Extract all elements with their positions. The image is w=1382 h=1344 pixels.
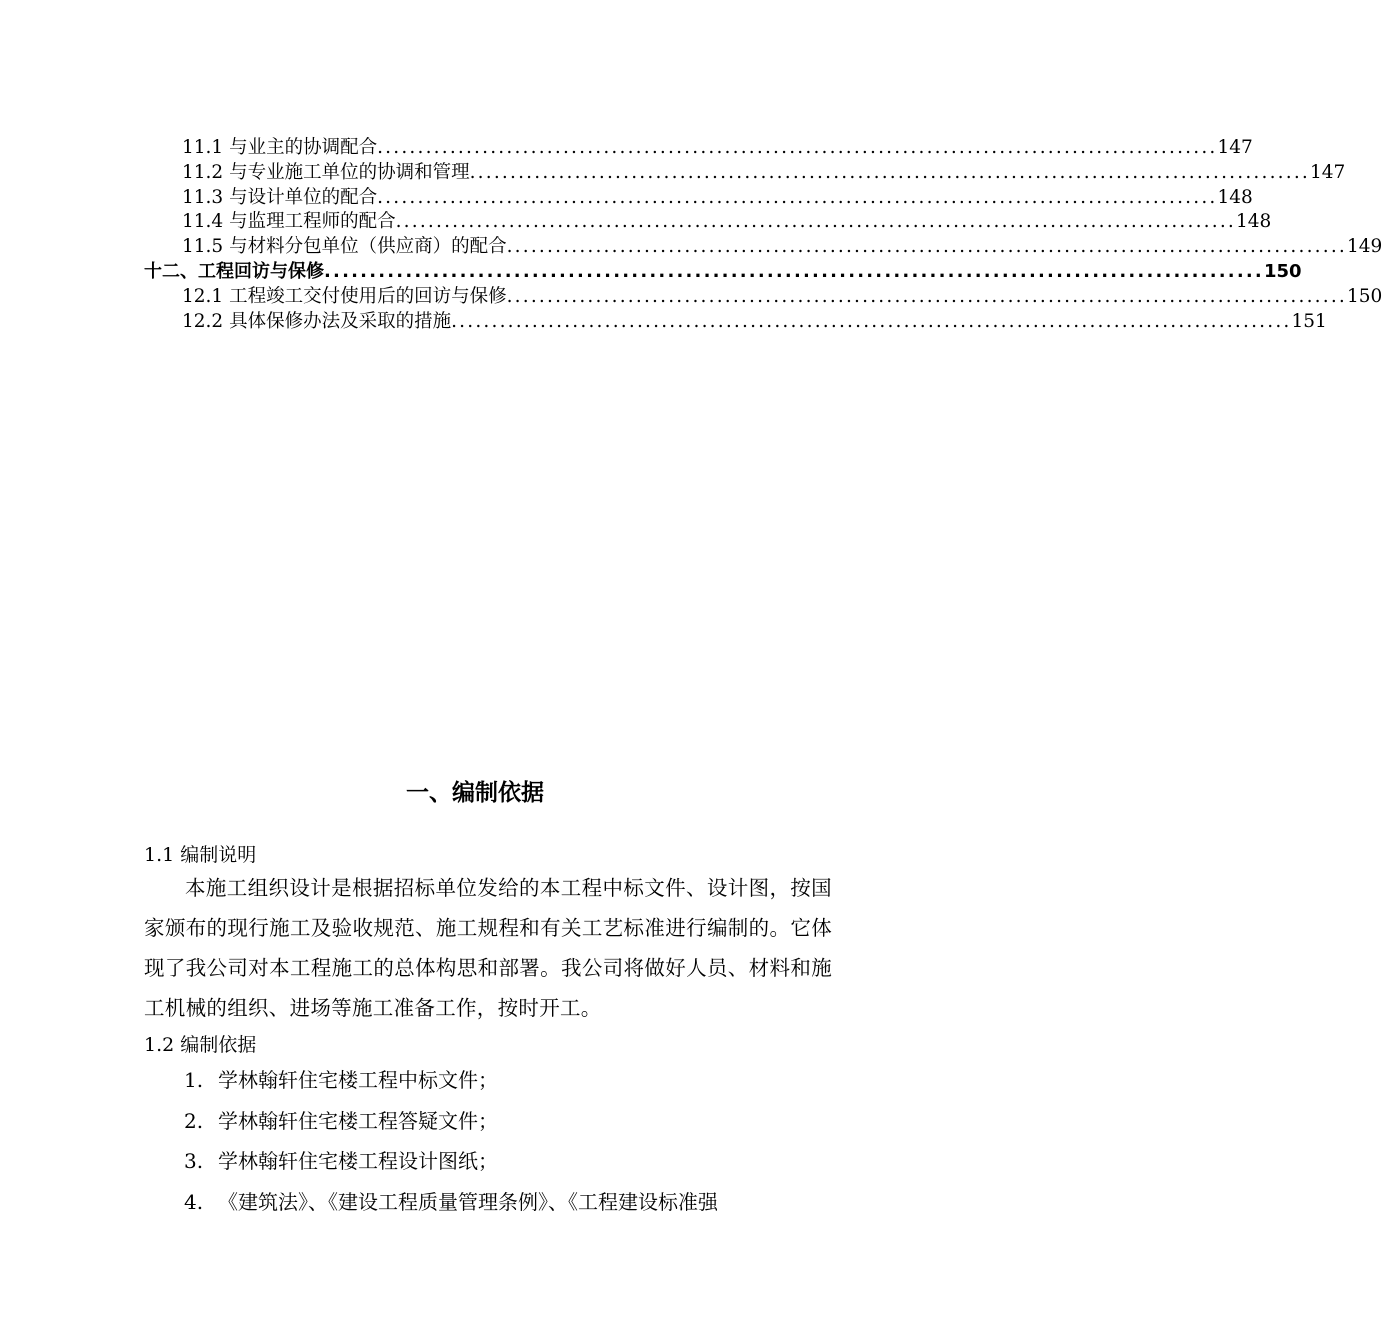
list-item-text: 《建筑法》、《建设工程质量管理条例》、《工程建设标准强 [218,1189,718,1214]
toc-leader-dots: ........................................................................................................ [451,310,1292,332]
toc-entry-number: 12.1 [182,285,230,307]
toc-entry-page: 147 [1309,161,1346,183]
toc-entry-title: 十二、工程回访与保修 [144,260,324,282]
toc-entry-number: 11.4 [182,211,230,233]
section-heading-1-2: 1.2 编制依据 [144,1034,257,1056]
basis-list [184,1060,832,1222]
toc-entry[interactable] [0,285,1382,310]
toc-entry-number: 12.2 [182,310,230,332]
toc-entry[interactable] [0,186,1253,211]
section-1-1-paragraph: 本施工组织设计是根据招标单位发给的本工程中标文件、设计图，按国家颁布的现行施工及验收规范、施工规程和有关工艺标准进行编制的。它体现了我公司对本工程施工的总体构思和部署。我公司将做好人员、材料和施工机械的组织、进场等施工准备工作，按时开工。 [144,876,832,1020]
toc-leader-dots: ........................................................................................................ [469,161,1310,183]
list-item-text: 学林翰轩住宅楼工程答疑文件； [218,1108,498,1133]
toc-chapter-entry[interactable] [0,260,1302,285]
toc-entry[interactable] [0,235,1382,260]
list-item [184,1060,832,1101]
toc-entry-page: 150 [1346,285,1382,307]
toc-entry-number: 11.2 [182,161,230,183]
toc-entry-title: 与材料分包单位（供应商）的配合 [229,236,507,258]
table-of-contents [0,136,1382,334]
toc-entry-title: 具体保修办法及采取的措施 [229,310,452,332]
toc-entry-page: 151 [1291,310,1327,332]
toc-entry-number: 11.5 [182,236,230,258]
list-item [184,1101,832,1142]
list-item [184,1141,832,1182]
toc-leader-dots: ........................................................................................................ [324,260,1264,282]
list-item-text: 学林翰轩住宅楼工程中标文件； [218,1068,498,1092]
toc-leader-dots: ........................................................................................................ [377,137,1218,158]
toc-entry-page: 148 [1217,186,1253,208]
toc-entry-page: 150 [1263,260,1302,282]
toc-entry-title: 与监理工程师的配合 [229,211,396,233]
toc-entry-title: 与专业施工单位的协调和管理 [229,161,470,183]
toc-leader-dots: ........................................................................................................ [395,211,1236,233]
toc-entry-number: 11.1 [182,137,230,158]
list-item-number: 4. [184,1189,204,1214]
list-item-number: 3. [184,1149,204,1173]
chapter-title: 一、编制依据 [406,780,544,806]
toc-entry-title: 与业主的协调配合 [229,137,378,158]
toc-leader-dots: ........................................................................................................ [377,186,1218,208]
toc-entry-page: 147 [1217,137,1253,158]
list-item-number: 1. [184,1068,204,1092]
toc-entry[interactable] [0,210,1272,235]
toc-entry-title: 与设计单位的配合 [229,186,378,208]
toc-entry-title: 工程竣工交付使用后的回访与保修 [229,285,507,307]
toc-entry-number: 11.3 [182,186,230,208]
list-item [184,1182,832,1223]
toc-leader-dots: ........................................................................................................ [506,285,1347,307]
section-heading-1-1: 1.1 编制说明 [144,844,257,866]
toc-leader-dots: ........................................................................................................ [506,236,1347,258]
list-item-text: 学林翰轩住宅楼工程设计图纸； [218,1149,498,1173]
toc-entry[interactable] [0,161,1346,186]
list-item-number: 2. [184,1108,204,1133]
toc-entry[interactable] [0,310,1327,335]
toc-entry-page: 148 [1235,211,1272,233]
toc-entry[interactable] [0,136,1253,161]
toc-entry-page: 149 [1346,236,1382,258]
